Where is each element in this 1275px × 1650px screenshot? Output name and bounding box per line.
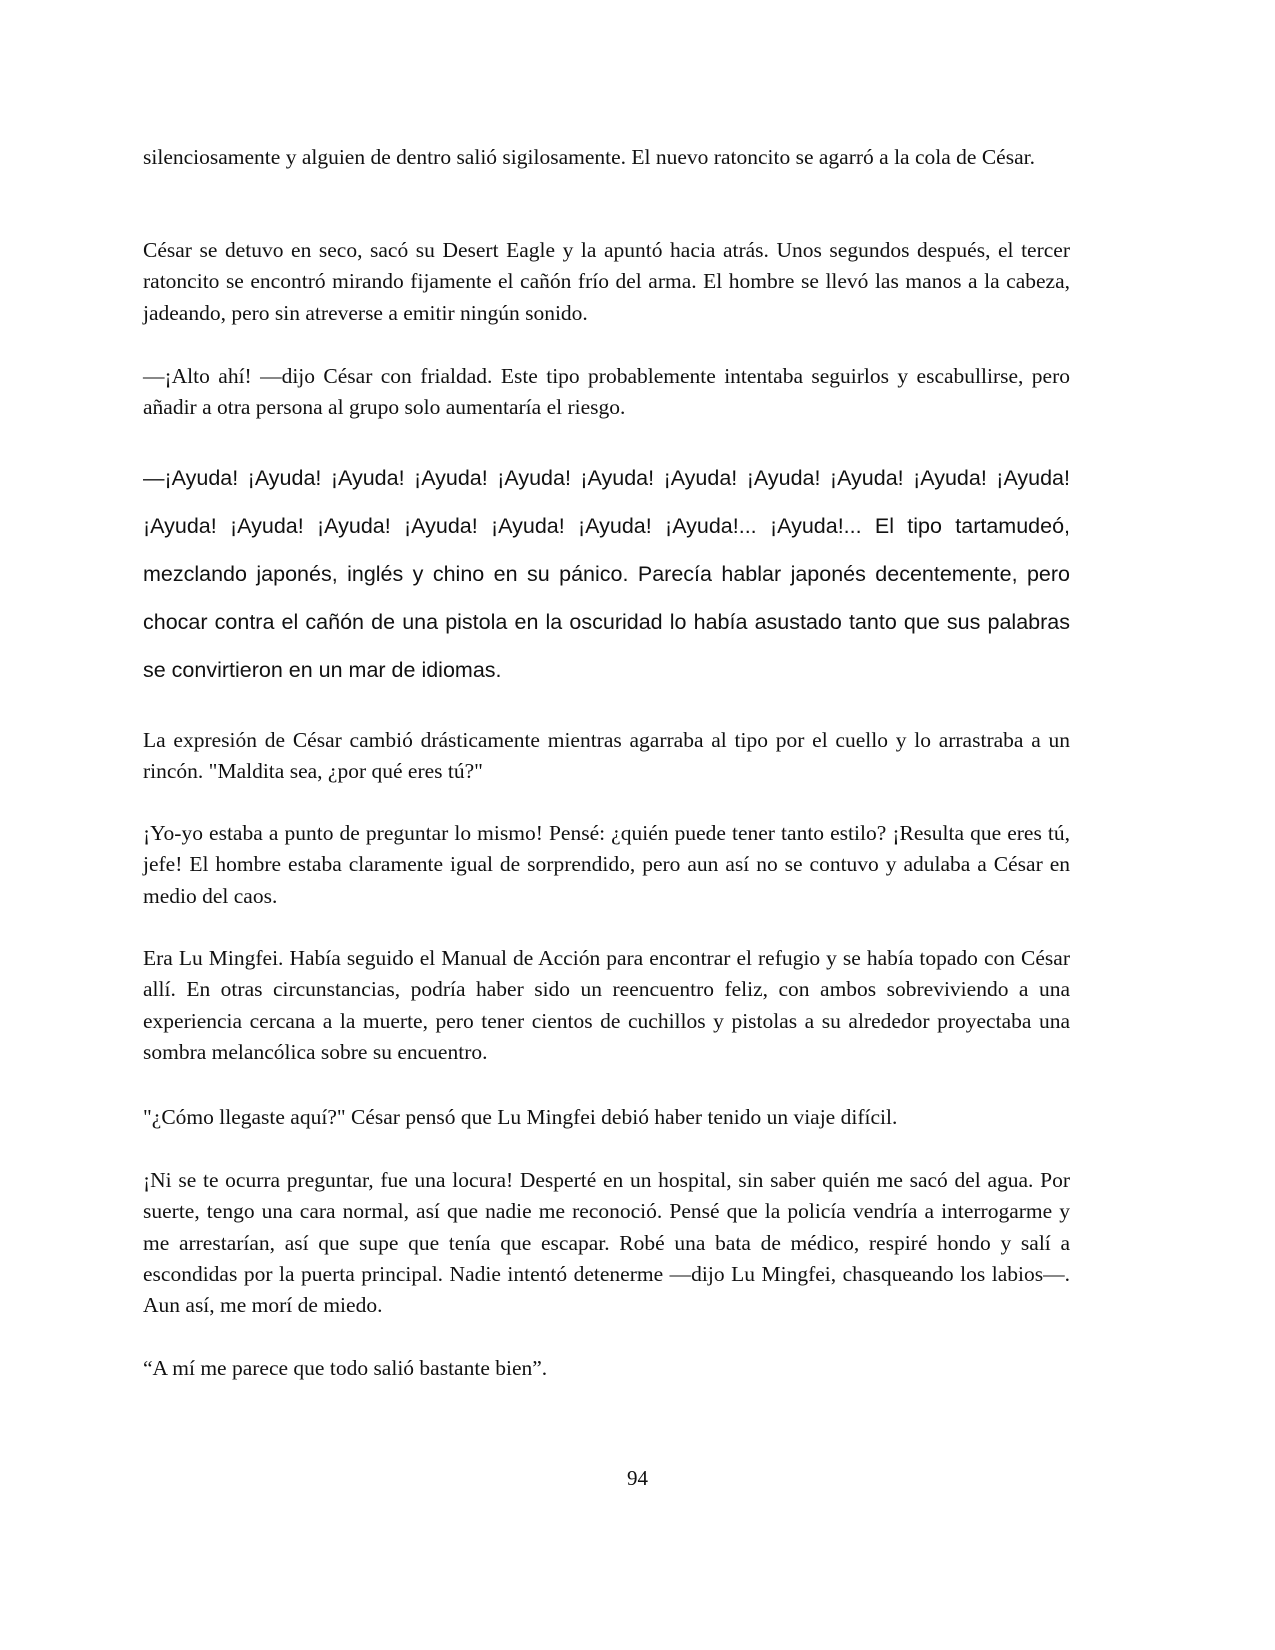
paragraph: "¿Cómo llegaste aquí?" César pensó que Lu Mingfei debió haber tenido un viaje difícil. <box>143 1105 898 1129</box>
paragraph: Era Lu Mingfei. Había seguido el Manual de Acción para encontrar el refugio y se había topado con César allí. En otras circunstancias, podría haber sido un reencuentro feliz, con ambos sobreviviendo a una experiencia cercana a la muerte, pero tener cientos de cuchillos y pistolas a su alrededor proyectaba una sombra melancólica sobre su encuentro. <box>143 946 1070 1064</box>
paragraph: “A mí me parece que todo salió bastante bien”. <box>143 1356 548 1380</box>
paragraph: La expresión de César cambió drásticamente mientras agarraba al tipo por el cuello y lo arrastraba a un rincón. "Maldita sea, ¿por qué eres tú?" <box>143 728 1070 784</box>
paragraph: César se detuvo en seco, sacó su Desert Eagle y la apuntó hacia atrás. Unos segundos después, el tercer ratoncito se encontró mirando fijamente el cañón frío del arma. El hombre se llevó las manos a la cabeza, jadeando, pero sin atreverse a emitir ningún sonido. <box>143 238 1070 325</box>
page-number: 94 <box>627 1466 648 1490</box>
paragraph-sans: —¡Ayuda! ¡Ayuda! ¡Ayuda! ¡Ayuda! ¡Ayuda! ¡Ayuda! ¡Ayuda! ¡Ayuda! ¡Ayuda! ¡Ayuda! ¡Ayuda! ¡Ayuda! ¡Ayuda! ¡Ayuda! ¡Ayuda! ¡Ayuda! ¡Ayuda! ¡Ayuda!... ¡Ayuda!... El tipo tartamudeó, mezclando japonés, inglés y chino en su pánico. Parecía hablar japonés decentemente, pero chocar contra el cañón de una pistola en la oscuridad lo había asustado tanto que sus palabras se convirtieron en un mar de idiomas. <box>143 466 1070 682</box>
paragraph: ¡Yo-yo estaba a punto de preguntar lo mismo! Pensé: ¿quién puede tener tanto estilo? ¡Resulta que eres tú, jefe! El hombre estaba claramente igual de sorprendido, pero aun así no se contuvo y adulaba a César en medio del caos. <box>143 821 1070 908</box>
paragraph: silenciosamente y alguien de dentro salió sigilosamente. El nuevo ratoncito se agarró a la cola de César. <box>143 145 1035 169</box>
paragraph: ¡Ni se te ocurra preguntar, fue una locura! Desperté en un hospital, sin saber quién me sacó del agua. Por suerte, tengo una cara normal, así que nadie me reconoció. Pensé que la policía vendría a interrogarme y me arrestarían, así que supe que tenía que escapar. Robé una bata de médico, respiré hondo y salí a escondidas por la puerta principal. Nadie intentó detenerme —dijo Lu Mingfei, chasqueando los labios—. Aun así, me morí de miedo. <box>143 1168 1070 1318</box>
paragraph: —¡Alto ahí! —dijo César con frialdad. Este tipo probablemente intentaba seguirlos y escabullirse, pero añadir a otra persona al grupo solo aumentaría el riesgo. <box>143 364 1070 420</box>
